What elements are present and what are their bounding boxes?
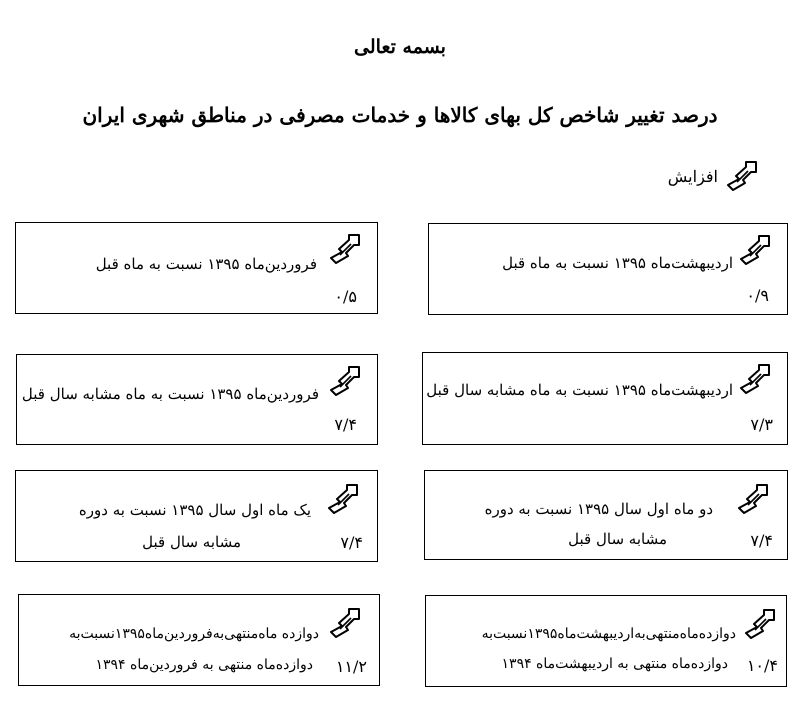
up-arrow-icon (327, 605, 363, 641)
card-value: ۱۰/۴ (746, 656, 778, 675)
up-arrow-icon (327, 363, 363, 399)
card-description: دوازده ماه‌منتهی‌به‌فروردین‌ماه۱۳۹۵نسبت‌به (69, 626, 319, 642)
up-arrow-icon (737, 232, 773, 268)
index-card-ordibehesht-yoy (422, 352, 788, 445)
legend-label: افزایش (667, 166, 718, 186)
card-description-cont: مشابه سال قبل (568, 530, 667, 548)
up-arrow-icon (325, 481, 361, 517)
card-description-cont: دوازده‌ماه منتهی به اردیبهشت‌ماه ۱۳۹۴ (501, 656, 728, 672)
up-arrow-icon (724, 158, 760, 194)
card-description-cont: دوازده‌ماه منتهی به فروردین‌ماه ۱۳۹۴ (95, 657, 313, 673)
card-description: یک ماه اول سال ۱۳۹۵ نسبت به دوره (78, 501, 311, 519)
card-description-cont: مشابه سال قبل (142, 533, 241, 551)
up-arrow-icon (742, 606, 778, 642)
index-card-twelve-months-ordibehesht (425, 595, 787, 687)
card-value: ۷/۴ (340, 533, 363, 552)
up-arrow-icon (737, 361, 773, 397)
card-value: ۷/۴ (334, 415, 357, 434)
card-description: اردیبهشت‌ماه ۱۳۹۵ نسبت به ماه قبل (502, 254, 733, 272)
bismillah-heading: بسمه تعالی (354, 36, 446, 58)
index-card-two-months (424, 470, 788, 560)
page-title: درصد تغییر شاخص کل بهای کالاها و خدمات مصرفی در مناطق شهری ایران (82, 103, 718, 127)
index-card-ordibehesht-monthly (428, 223, 788, 315)
up-arrow-icon (327, 231, 363, 267)
index-card-farvardin-yoy (16, 354, 378, 445)
up-arrow-icon (735, 481, 771, 517)
card-description: دو ماه اول سال ۱۳۹۵ نسبت به دوره (484, 500, 713, 518)
card-description: فروردین‌ماه ۱۳۹۵ نسبت به ماه مشابه سال قبل (21, 385, 319, 403)
index-card-one-month (15, 470, 378, 562)
card-description: اردیبهشت‌ماه ۱۳۹۵ نسبت به ماه مشابه سال قبل (426, 381, 733, 399)
card-value: ۰/۵ (334, 287, 357, 306)
card-value: ۷/۳ (750, 415, 773, 434)
card-value: ۰/۹ (746, 286, 769, 305)
index-card-twelve-months-farvardin (18, 594, 380, 686)
card-description: دوازده‌ماه‌منتهی‌به‌اردیبهشت‌ماه۱۳۹۵نسبت‌به (481, 626, 736, 642)
card-value: ۱۱/۲ (335, 657, 367, 676)
legend (668, 156, 760, 196)
index-card-farvardin-monthly (15, 222, 378, 314)
card-value: ۷/۴ (750, 531, 773, 550)
card-description: فروردین‌ماه ۱۳۹۵ نسبت به ماه قبل (95, 255, 317, 273)
